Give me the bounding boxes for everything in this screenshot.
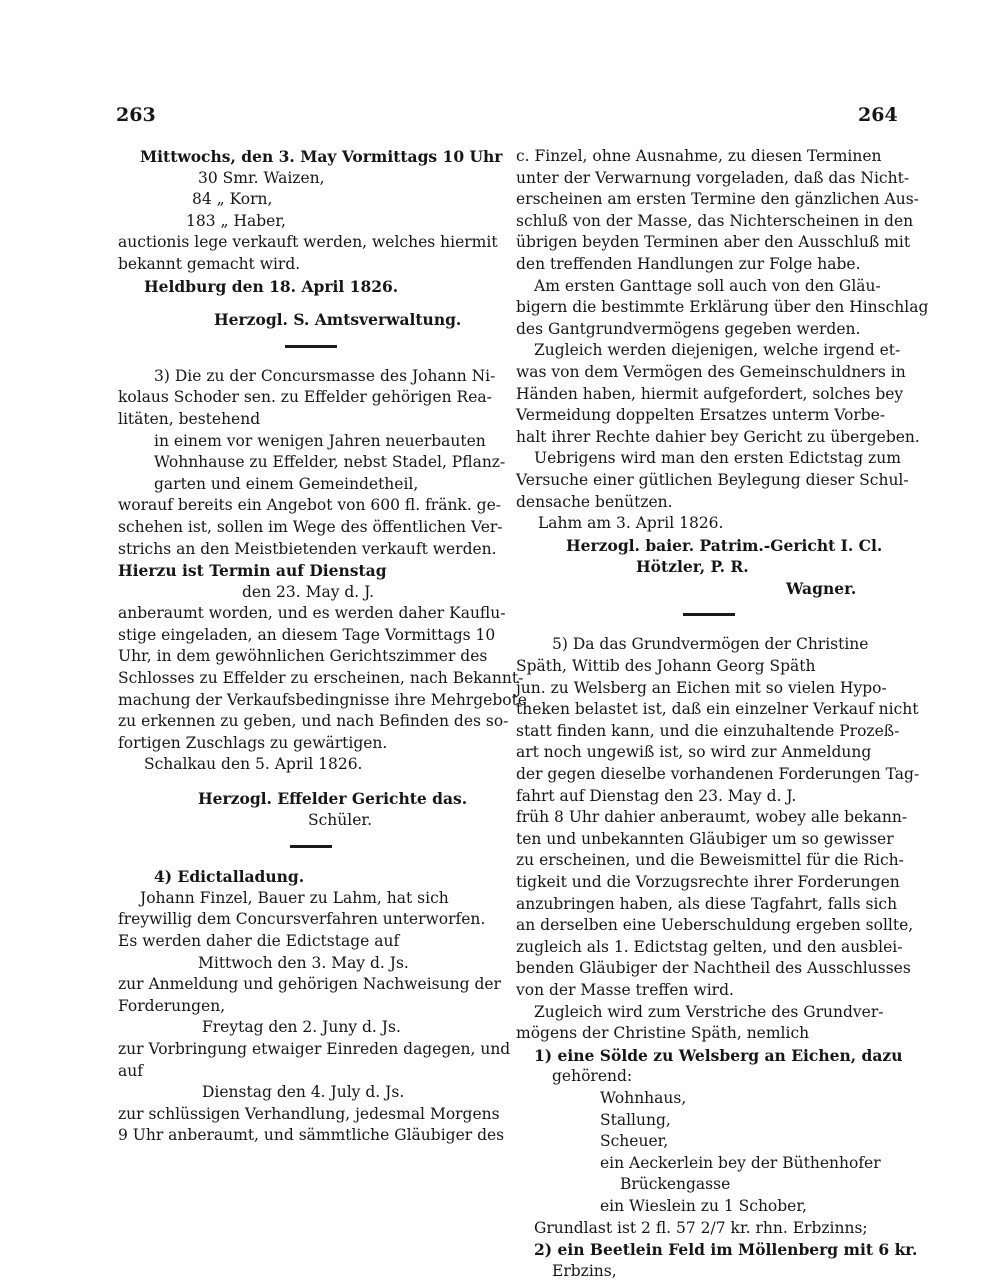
text-line: Herzogl. baier. Patrim.-Gericht I. Cl. bbox=[566, 535, 883, 555]
text-line: Späth, Wittib des Johann Georg Späth bbox=[516, 657, 816, 676]
spacer bbox=[118, 776, 503, 788]
text-line: Versuche einer gütlichen Beylegung dieser Schul- bbox=[516, 470, 909, 489]
text-line: halt ihrer Rechte dahier bey Gericht zu übergeben. bbox=[516, 427, 920, 446]
text-line: erscheinen am ersten Termine den gänzlichen Aus- bbox=[516, 190, 919, 209]
text-line: Herzogl. Effelder Gerichte das. bbox=[198, 789, 468, 809]
text-line: Am ersten Ganttage soll auch von den Gläu- bbox=[534, 276, 881, 295]
text-line: kolaus Schoder sen. zu Effelder gehörigen Rea- bbox=[118, 388, 492, 407]
left-column bbox=[118, 146, 527, 1147]
text-line: Wohnhause zu Effelder, nebst Stadel, Pflanz- bbox=[154, 453, 506, 472]
text-line: bigern die bestimmte Erklärung über den Hinschlag bbox=[516, 298, 929, 317]
text-line: bekannt gemacht wird. bbox=[118, 254, 301, 273]
text-line: zur Vorbringung etwaiger Einreden dagegen, und bbox=[118, 1039, 511, 1058]
text-line: schehen ist, sollen im Wege des öffentlichen Ver- bbox=[118, 517, 503, 536]
text-line: den treffenden Handlungen zur Folge habe. bbox=[516, 254, 861, 273]
text-line: des Gantgrundvermögens gegeben werden. bbox=[516, 319, 861, 338]
text-line: von der Masse treffen wird. bbox=[516, 980, 734, 999]
text-line: 9 Uhr anberaumt, und sämmtliche Gläubiger des bbox=[118, 1126, 505, 1145]
text-line: Johann Finzel, Bauer zu Lahm, hat sich bbox=[140, 888, 449, 907]
text-line: an derselben eine Ueberschuldung ergeben sollte, bbox=[516, 916, 914, 935]
text-line: benden Gläubiger der Nachtheil des Ausschlusses bbox=[516, 959, 911, 978]
text-line: Zugleich wird zum Verstriche des Grundver- bbox=[534, 1002, 884, 1021]
text-line: unter der Verwarnung vorgeladen, daß das Nicht- bbox=[516, 168, 910, 187]
text-line: jun. zu Welsberg an Eichen mit so vielen Hypo- bbox=[516, 678, 887, 697]
spacer bbox=[118, 297, 503, 309]
text-line: Mittwoch den 3. May d. Js. bbox=[198, 953, 409, 972]
text-line: anzubringen haben, als diese Tagfahrt, falls sich bbox=[516, 894, 898, 913]
text-line: strichs an den Meistbietenden verkauft werden. bbox=[118, 539, 497, 558]
text-line: auf bbox=[118, 1061, 143, 1080]
text-line: tigkeit und die Vorzugsrechte ihrer Forderungen bbox=[516, 873, 900, 891]
text-line: 3) Die zu der Concursmasse des Johann Ni- bbox=[154, 366, 496, 385]
text-line: fortigen Zuschlags zu gewärtigen. bbox=[118, 733, 388, 752]
text-line: Schalkau den 5. April 1826. bbox=[144, 755, 363, 774]
text-line: Es werden daher die Edictstage auf bbox=[118, 932, 400, 950]
text-line: Lahm am 3. April 1826. bbox=[538, 514, 724, 533]
text-line: theken belastet ist, daß ein einzelner Verkauf nicht bbox=[516, 700, 919, 719]
text-line: gehörend: bbox=[552, 1067, 633, 1086]
text-line: zur schlüssigen Verhandlung, jedesmal Morgens bbox=[118, 1104, 500, 1123]
text-line: Hierzu ist Termin auf Dienstag bbox=[118, 561, 387, 581]
section-divider bbox=[290, 845, 332, 848]
text-line: den 23. May d. J. bbox=[242, 582, 375, 601]
text-line: Zugleich werden diejenigen, welche irgend et- bbox=[534, 341, 901, 360]
text-line: fahrt auf Dienstag den 23. May d. J. bbox=[516, 786, 797, 805]
right-column bbox=[516, 146, 929, 1282]
text-line: ten und unbekannten Gläubiger um so gewisser bbox=[516, 829, 894, 848]
text-line: Grundlast ist 2 fl. 57 2/7 kr. rhn. Erbzinns; bbox=[534, 1218, 868, 1237]
text-line: Scheuer, bbox=[600, 1132, 669, 1151]
text-line: Händen haben, hiermit aufgefordert, solches bey bbox=[516, 384, 904, 403]
text-line: statt finden kann, und die einzuhaltende Prozeß- bbox=[516, 721, 900, 740]
text-line: der gegen dieselbe vorhandenen Forderungen Tag- bbox=[516, 765, 920, 784]
text-line: 4) Edictalladung. bbox=[154, 867, 305, 887]
text-line: mögens der Christine Späth, nemlich bbox=[516, 1024, 810, 1043]
section-divider bbox=[683, 613, 735, 616]
text-line: Brückengasse bbox=[620, 1175, 731, 1194]
text-line: garten und einem Gemeindetheil, bbox=[154, 474, 419, 493]
text-line: anberaumt worden, und es werden daher Kauflu- bbox=[118, 604, 506, 623]
text-line: stige eingeladen, an diesem Tage Vormittags 10 bbox=[118, 625, 496, 644]
text-line: 30 Smr. Waizen, bbox=[198, 168, 325, 187]
text-line: früh 8 Uhr dahier anberaumt, wobey alle bekann- bbox=[516, 808, 908, 827]
text-line: Wagner. bbox=[786, 578, 857, 598]
text-line: Hötzler, P. R. bbox=[636, 557, 749, 577]
text-line: übrigen beyden Terminen aber den Ausschluß mit bbox=[516, 233, 911, 252]
text-line: Schlosses zu Effelder zu erscheinen, nach Bekannt- bbox=[118, 669, 524, 688]
text-line: Forderungen, bbox=[118, 996, 226, 1015]
text-line: Vermeidung doppelten Ersatzes unterm Vorbe- bbox=[516, 406, 886, 425]
text-line: zur Anmeldung und gehörigen Nachweisung der bbox=[118, 975, 501, 994]
text-line: 5) Da das Grundvermögen der Christine bbox=[552, 635, 869, 654]
text-line: ein Wieslein zu 1 Schober, bbox=[600, 1196, 807, 1215]
text-line: Stallung, bbox=[600, 1110, 671, 1129]
text-line: was von dem Vermögen des Gemeinschuldners in bbox=[516, 362, 906, 381]
text-line: Uebrigens wird man den ersten Edictstag zum bbox=[534, 449, 901, 468]
text-line: ein Aeckerlein bey der Büthenhofer bbox=[600, 1153, 881, 1172]
text-line: litäten, bestehend bbox=[118, 409, 261, 428]
text-line: Erbzins, bbox=[552, 1261, 617, 1280]
text-line: c. Finzel, ohne Ausnahme, zu diesen Terminen bbox=[516, 147, 882, 165]
page-number-right: 264 bbox=[858, 104, 898, 126]
text-line: auctionis lege verkauft werden, welches hiermit bbox=[118, 233, 498, 252]
text-line: Mittwochs, den 3. May Vormittags 10 Uhr bbox=[140, 147, 503, 166]
text-line: 84 „ Korn, bbox=[192, 190, 273, 209]
text-line: zu erkennen zu geben, und nach Befinden des so- bbox=[118, 712, 509, 731]
text-line: Heldburg den 18. April 1826. bbox=[144, 276, 399, 296]
text-line: Wohnhaus, bbox=[600, 1088, 687, 1107]
page-number-left: 263 bbox=[116, 104, 156, 126]
text-line: Uhr, in dem gewöhnlichen Gerichtszimmer des bbox=[118, 647, 488, 666]
text-line: art noch ungewiß ist, so wird zur Anmeldung bbox=[516, 743, 872, 762]
text-line: 2) ein Beetlein Feld im Möllenberg mit 6 kr. bbox=[534, 1240, 918, 1260]
text-line: 183 „ Haber, bbox=[186, 211, 286, 230]
text-line: Dienstag den 4. July d. Js. bbox=[202, 1083, 405, 1102]
text-line: in einem vor wenigen Jahren neuerbauten bbox=[154, 431, 486, 450]
text-line: 1) eine Sölde zu Welsberg an Eichen, dazu bbox=[534, 1045, 903, 1065]
text-line: machung der Verkaufsbedingnisse ihre Mehrgebote bbox=[118, 690, 527, 709]
text-line: densache benützen. bbox=[516, 492, 673, 511]
text-line: freywillig dem Concursverfahren unterworfen. bbox=[118, 910, 486, 929]
text-line: Freytag den 2. Juny d. Js. bbox=[202, 1018, 401, 1037]
text-line: Herzogl. S. Amtsverwaltung. bbox=[214, 310, 462, 330]
section-divider bbox=[285, 345, 337, 348]
text-line: zugleich als 1. Edictstag gelten, und den ausblei- bbox=[516, 937, 903, 956]
text-line: Schüler. bbox=[308, 810, 373, 829]
text-line: zu erscheinen, und die Beweismittel für die Rich- bbox=[516, 851, 904, 870]
text-line: worauf bereits ein Angebot von 600 fl. fränk. ge- bbox=[118, 496, 502, 515]
text-line: schluß von der Masse, das Nichterscheinen in den bbox=[516, 211, 914, 230]
